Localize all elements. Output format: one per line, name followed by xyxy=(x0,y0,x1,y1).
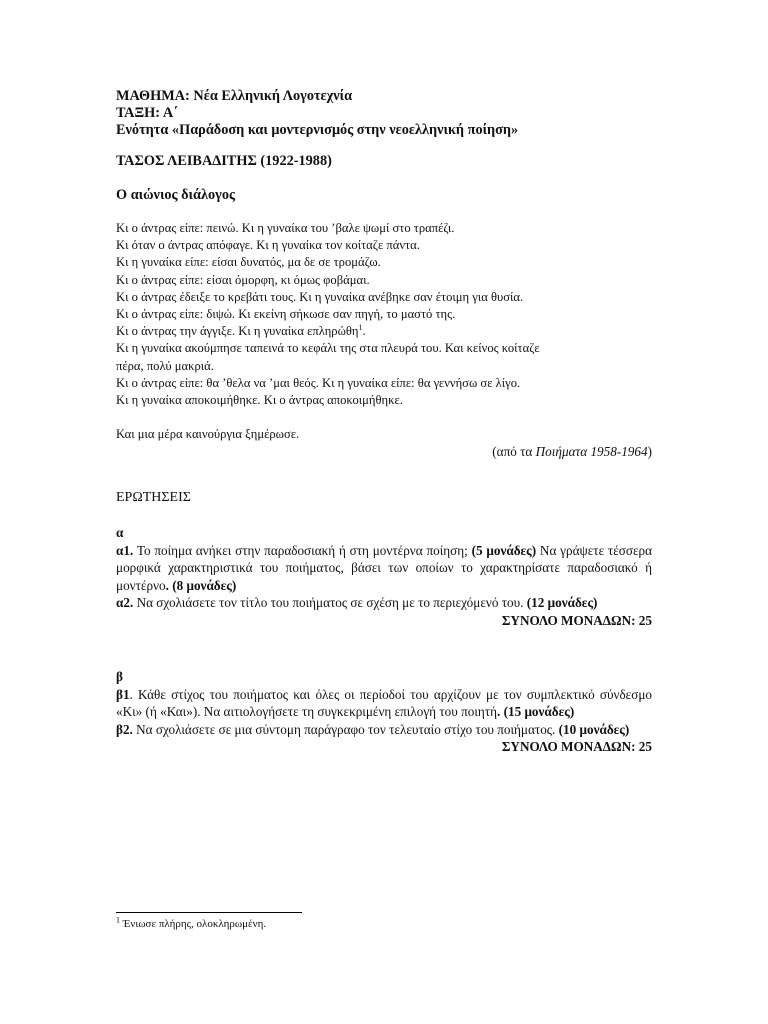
question-a2-text: Να σχολιάσετε τον τίτλο του ποιήματος σε σχέση με το περιεχόμενό του. xyxy=(133,595,524,611)
question-b2-points: (10 μονάδες) xyxy=(555,721,630,737)
question-a1-text: Το ποίημα ανήκει στην παραδοσιακή ή στη μοντέρνα ποίηση; xyxy=(133,542,468,558)
poem-last-line-block xyxy=(116,426,652,460)
source-title: Ποιήματα 1958-1964 xyxy=(535,444,648,460)
poem-line: Κι ο άντρας είπε: θα ’θελα να ’μαι θεός. Κι η γυναίκα είπε: θα γεννήσω σε λίγο. xyxy=(116,375,521,390)
poem-line: Κι ο άντρας έδειξε το κρεβάτι τους. Κι η γυναίκα ανέβηκε σαν έτοιμη για θυσία. xyxy=(116,289,524,304)
section-a-label: α xyxy=(116,525,124,540)
section-b-label: β xyxy=(116,669,123,684)
poem-line: πέρα, πολύ μακριά. xyxy=(116,358,214,373)
question-a1-points2: . (8 μονάδες) xyxy=(165,577,237,593)
poem-line: Κι η γυναίκα αποκοιμήθηκε. Κι ο άντρας αποκοιμήθηκε. xyxy=(116,393,403,408)
questions-heading: ΕΡΩΤΗΣΕΙΣ xyxy=(116,490,191,505)
question-b2-label: β2. xyxy=(116,721,133,737)
poem-line: Κι ο άντρας είπε: διψώ. Κι εκείνη σήκωσε σαν πηγή, το μαστό της. xyxy=(116,307,456,322)
poem-line: Κι η γυναίκα ακούμπησε ταπεινά το κεφάλι της στα πλευρά του. Και κείνος κοίταζε xyxy=(116,341,540,356)
poem-last-line: Και μια μέρα καινούργια ξημέρωσε. xyxy=(116,427,300,441)
poem-line-footnoted xyxy=(116,323,652,340)
question-a2-label: α2. xyxy=(116,595,134,611)
subject-line: ΜΑΘΗΜΑ: Νέα Ελληνική Λογοτεχνία xyxy=(116,88,353,104)
poem-title: Ο αιώνιος διάλογος xyxy=(116,187,236,203)
source-suffix: ) xyxy=(647,444,652,460)
footnote-mark: 1 xyxy=(116,915,120,925)
question-b1-text: . Κάθε στίχος του ποιήματος και όλες οι περίοδοί του αρχίζουν με τον συμπλεκτικό σύνδεσμο «Κι» (ή «Και»). Να αιτιολογήσετε τη συγκεκριμένη επιλογή του ποιητή xyxy=(116,686,652,720)
question-a1 xyxy=(116,542,652,595)
question-a1-text2: Να γράψετε τέσσερα μορφικά χαρακτηριστικά του ποιήματος, βάσει των οποίων το χαρακτηρίσατε παραδοσιακό ή μοντέρνο xyxy=(116,542,652,593)
question-a2-points: (12 μονάδες) xyxy=(523,595,598,611)
poem-line-text: Κι ο άντρας την άγγιξε. Κι η γυναίκα επληρώθη xyxy=(116,324,359,339)
source-prefix: (από τα xyxy=(492,444,536,460)
poem-source xyxy=(116,443,652,460)
footnote-divider xyxy=(116,912,302,913)
poem-line-end: . xyxy=(362,324,366,339)
section-a-total: ΣΥΝΟΛΟ ΜΟΝΑΔΩΝ: 25 xyxy=(501,612,652,628)
poem-line: Κι όταν ο άντρας απόφαγε. Κι η γυναίκα τον κοίταζε πάντα. xyxy=(116,238,420,253)
question-b2 xyxy=(116,721,652,739)
footnote-text: Ένιωσε πλήρης, ολοκληρωμένη. xyxy=(120,918,267,930)
author-name: ΤΑΣΟΣ ΛΕΙΒΑΔΙΤΗΣ (1922-1988) xyxy=(116,153,332,169)
author-heading xyxy=(116,153,652,170)
question-b1-label: β1 xyxy=(116,686,130,702)
poem-line: Κι η γυναίκα είπε: είσαι δυνατός, μα δε σε τρομάζω. xyxy=(116,255,381,270)
questions-heading-block xyxy=(116,489,652,506)
poem-line: Κι ο άντρας είπε: πεινώ. Κι η γυναίκα του ’βαλε ψωμί στο τραπέζι. xyxy=(116,221,455,235)
section-b xyxy=(116,668,652,756)
question-b1 xyxy=(116,686,652,721)
poem-body xyxy=(116,220,652,409)
question-b1-points: . (15 μονάδες) xyxy=(496,704,575,720)
question-a2 xyxy=(116,594,652,612)
question-a1-points: (5 μονάδες) xyxy=(467,542,537,558)
poem-title-block xyxy=(116,187,652,204)
question-a1-label: α1. xyxy=(116,542,134,558)
unit-line: Ενότητα «Παράδοση και μοντερνισμός στην νεοελληνική ποίηση» xyxy=(116,122,519,138)
section-a xyxy=(116,524,652,630)
footnote-reference: 1 xyxy=(358,323,363,333)
footnote xyxy=(116,915,267,930)
poem-line: Κι ο άντρας είπε: είσαι όμορφη, κι όμως φοβάμαι. xyxy=(116,272,370,287)
section-b-total: ΣΥΝΟΛΟ ΜΟΝΑΔΩΝ: 25 xyxy=(501,739,652,755)
question-b2-text: Να σχολιάσετε σε μια σύντομη παράγραφο τον τελευταίο στίχο του ποιήματος. xyxy=(132,721,556,737)
document-header xyxy=(116,88,652,139)
class-line: ΤΑΞΗ: Α΄ xyxy=(116,105,178,121)
